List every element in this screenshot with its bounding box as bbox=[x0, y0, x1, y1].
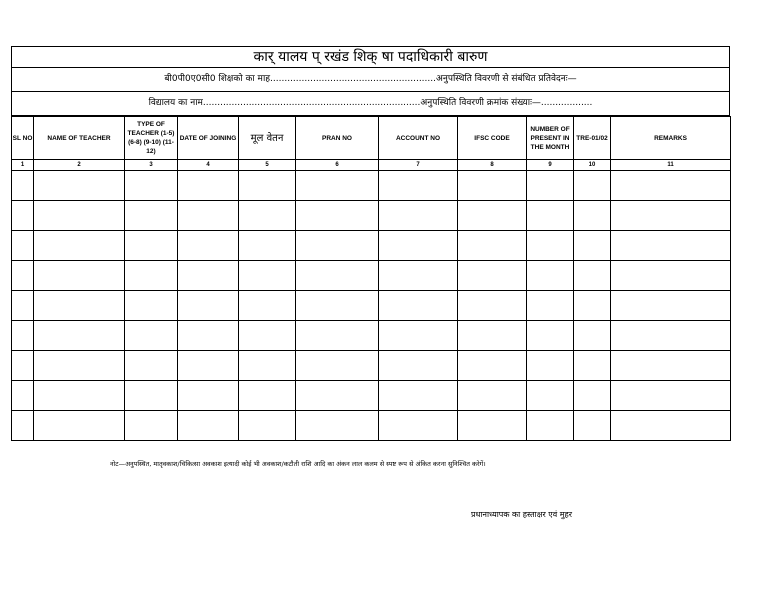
table-cell bbox=[34, 321, 125, 351]
table-cell bbox=[239, 201, 296, 231]
table-cell bbox=[574, 351, 611, 381]
table-cell bbox=[379, 411, 458, 441]
table-cell bbox=[458, 381, 527, 411]
table-cell bbox=[527, 321, 574, 351]
table-row bbox=[12, 321, 731, 351]
table-cell bbox=[178, 171, 239, 201]
table-cell bbox=[527, 261, 574, 291]
col-ifsc-code: IFSC CODE bbox=[458, 117, 527, 160]
table-cell bbox=[34, 411, 125, 441]
table-cell bbox=[239, 351, 296, 381]
table-cell bbox=[379, 291, 458, 321]
table-cell bbox=[527, 351, 574, 381]
table-cell bbox=[239, 381, 296, 411]
table-cell bbox=[611, 201, 731, 231]
table-cell bbox=[12, 231, 34, 261]
table-row bbox=[12, 231, 731, 261]
table-cell bbox=[178, 291, 239, 321]
table-cell bbox=[574, 261, 611, 291]
table-cell bbox=[178, 321, 239, 351]
table-cell bbox=[379, 171, 458, 201]
table-cell bbox=[379, 321, 458, 351]
table-row bbox=[12, 291, 731, 321]
table-cell bbox=[458, 351, 527, 381]
table-cell bbox=[458, 231, 527, 261]
table-cell bbox=[527, 411, 574, 441]
table-cell bbox=[296, 381, 379, 411]
table-cell bbox=[574, 381, 611, 411]
table-cell bbox=[574, 231, 611, 261]
table-cell bbox=[125, 411, 178, 441]
table-cell bbox=[527, 381, 574, 411]
table-cell bbox=[527, 231, 574, 261]
table-cell bbox=[178, 231, 239, 261]
col-remarks: REMARKS bbox=[611, 117, 731, 160]
table-cell bbox=[239, 171, 296, 201]
table-cell bbox=[611, 351, 731, 381]
table-cell bbox=[239, 291, 296, 321]
table-cell bbox=[178, 411, 239, 441]
table-cell bbox=[296, 261, 379, 291]
teacher-table bbox=[11, 116, 731, 441]
table-cell bbox=[34, 231, 125, 261]
col-pran-no: PRAN NO bbox=[296, 117, 379, 160]
table-cell bbox=[458, 291, 527, 321]
column-number: 9 bbox=[527, 160, 574, 171]
table-cell bbox=[296, 231, 379, 261]
table-cell bbox=[379, 231, 458, 261]
column-number: 7 bbox=[379, 160, 458, 171]
table-cell bbox=[12, 351, 34, 381]
table-cell bbox=[379, 261, 458, 291]
table-cell bbox=[178, 381, 239, 411]
table-row bbox=[12, 261, 731, 291]
table-cell bbox=[34, 381, 125, 411]
table-row bbox=[12, 411, 731, 441]
table-cell bbox=[458, 201, 527, 231]
table-cell bbox=[574, 171, 611, 201]
school-name-line: विद्यालय का नाम............................................................................अनुपस्थिति विवरणी क्रमांक संख्याः—.................. bbox=[11, 92, 730, 116]
table-cell bbox=[239, 261, 296, 291]
col-tre: TRE-01/02 bbox=[574, 117, 611, 160]
table-cell bbox=[379, 201, 458, 231]
column-number: 10 bbox=[574, 160, 611, 171]
column-number: 6 bbox=[296, 160, 379, 171]
table-cell bbox=[125, 261, 178, 291]
table-cell bbox=[458, 261, 527, 291]
table-cell bbox=[611, 381, 731, 411]
table-row bbox=[12, 351, 731, 381]
col-basic-pay: मूल वेतन bbox=[239, 117, 296, 160]
table-cell bbox=[125, 381, 178, 411]
table-cell bbox=[34, 171, 125, 201]
headmaster-signature-label: प्रधानाध्यापक का हस्ताक्षर एवं मुहर bbox=[471, 510, 573, 519]
column-number: 11 bbox=[611, 160, 731, 171]
table-cell bbox=[611, 231, 731, 261]
table-cell bbox=[125, 351, 178, 381]
table-cell bbox=[178, 201, 239, 231]
table-cell bbox=[34, 261, 125, 291]
table-cell bbox=[178, 261, 239, 291]
office-title: कार् यालय प् रखंड शिक् षा पदाधिकारी बारुण bbox=[11, 46, 730, 68]
table-cell bbox=[12, 381, 34, 411]
table-cell bbox=[296, 201, 379, 231]
table-cell bbox=[611, 171, 731, 201]
table-row bbox=[12, 201, 731, 231]
table-header-row bbox=[12, 117, 731, 160]
table-cell bbox=[296, 171, 379, 201]
table-cell bbox=[574, 291, 611, 321]
table-cell bbox=[458, 321, 527, 351]
table-cell bbox=[125, 201, 178, 231]
table-cell bbox=[458, 411, 527, 441]
col-number-present: NUMBER OF PRESENT IN THE MONTH bbox=[527, 117, 574, 160]
table-cell bbox=[527, 291, 574, 321]
table-cell bbox=[574, 201, 611, 231]
table-cell bbox=[379, 381, 458, 411]
column-number: 3 bbox=[125, 160, 178, 171]
table-cell bbox=[296, 291, 379, 321]
table-cell bbox=[574, 411, 611, 441]
table-cell bbox=[178, 351, 239, 381]
column-number: 1 bbox=[12, 160, 34, 171]
table-cell bbox=[296, 321, 379, 351]
table-cell bbox=[611, 291, 731, 321]
table-cell bbox=[34, 291, 125, 321]
table-cell bbox=[12, 411, 34, 441]
column-number: 2 bbox=[34, 160, 125, 171]
col-name-of-teacher: NAME OF TEACHER bbox=[34, 117, 125, 160]
table-cell bbox=[12, 261, 34, 291]
table-cell bbox=[527, 201, 574, 231]
table-cell bbox=[12, 171, 34, 201]
column-number: 8 bbox=[458, 160, 527, 171]
table-cell bbox=[125, 321, 178, 351]
table-cell bbox=[296, 351, 379, 381]
table-cell bbox=[611, 411, 731, 441]
col-account-no: ACCOUNT NO bbox=[379, 117, 458, 160]
column-number: 4 bbox=[178, 160, 239, 171]
table-cell bbox=[527, 171, 574, 201]
table-cell bbox=[12, 291, 34, 321]
table-cell bbox=[379, 351, 458, 381]
col-type-of-teacher: TYPE OF TEACHER (1-5) (6-8) (9-10) (11-12) bbox=[125, 117, 178, 160]
table-cell bbox=[34, 201, 125, 231]
table-cell bbox=[296, 411, 379, 441]
table-cell bbox=[125, 291, 178, 321]
col-sl-no: SL NO bbox=[12, 117, 34, 160]
attendance-form bbox=[11, 46, 730, 441]
table-cell bbox=[611, 261, 731, 291]
table-cell bbox=[12, 321, 34, 351]
table-cell bbox=[12, 201, 34, 231]
table-cell bbox=[239, 231, 296, 261]
column-number-row bbox=[12, 160, 731, 171]
month-report-line: बी0पी0ए0सी0 शिक्षको का माह..........................................................अनुपस्थिति विवरणी से संबंधित प्रतिवेदनः— bbox=[11, 68, 730, 92]
table-cell bbox=[611, 321, 731, 351]
table-cell bbox=[239, 321, 296, 351]
table-cell bbox=[125, 231, 178, 261]
table-cell bbox=[34, 351, 125, 381]
col-date-of-joining: DATE OF JOINING bbox=[178, 117, 239, 160]
table-cell bbox=[574, 321, 611, 351]
table-cell bbox=[458, 171, 527, 201]
table-cell bbox=[239, 411, 296, 441]
table-row bbox=[12, 171, 731, 201]
instruction-note: नोट—अनुपस्थित, मातृवकाश/चिकित्सा अवकाश इत्यादी कोई भी अवकाश/कटौती राशि आदि का अंकन लाल कलम से स्पष्ट रूप से अंकित करना सुनिश्चित करेगें। bbox=[110, 460, 486, 468]
table-row bbox=[12, 381, 731, 411]
table-cell bbox=[125, 171, 178, 201]
column-number: 5 bbox=[239, 160, 296, 171]
